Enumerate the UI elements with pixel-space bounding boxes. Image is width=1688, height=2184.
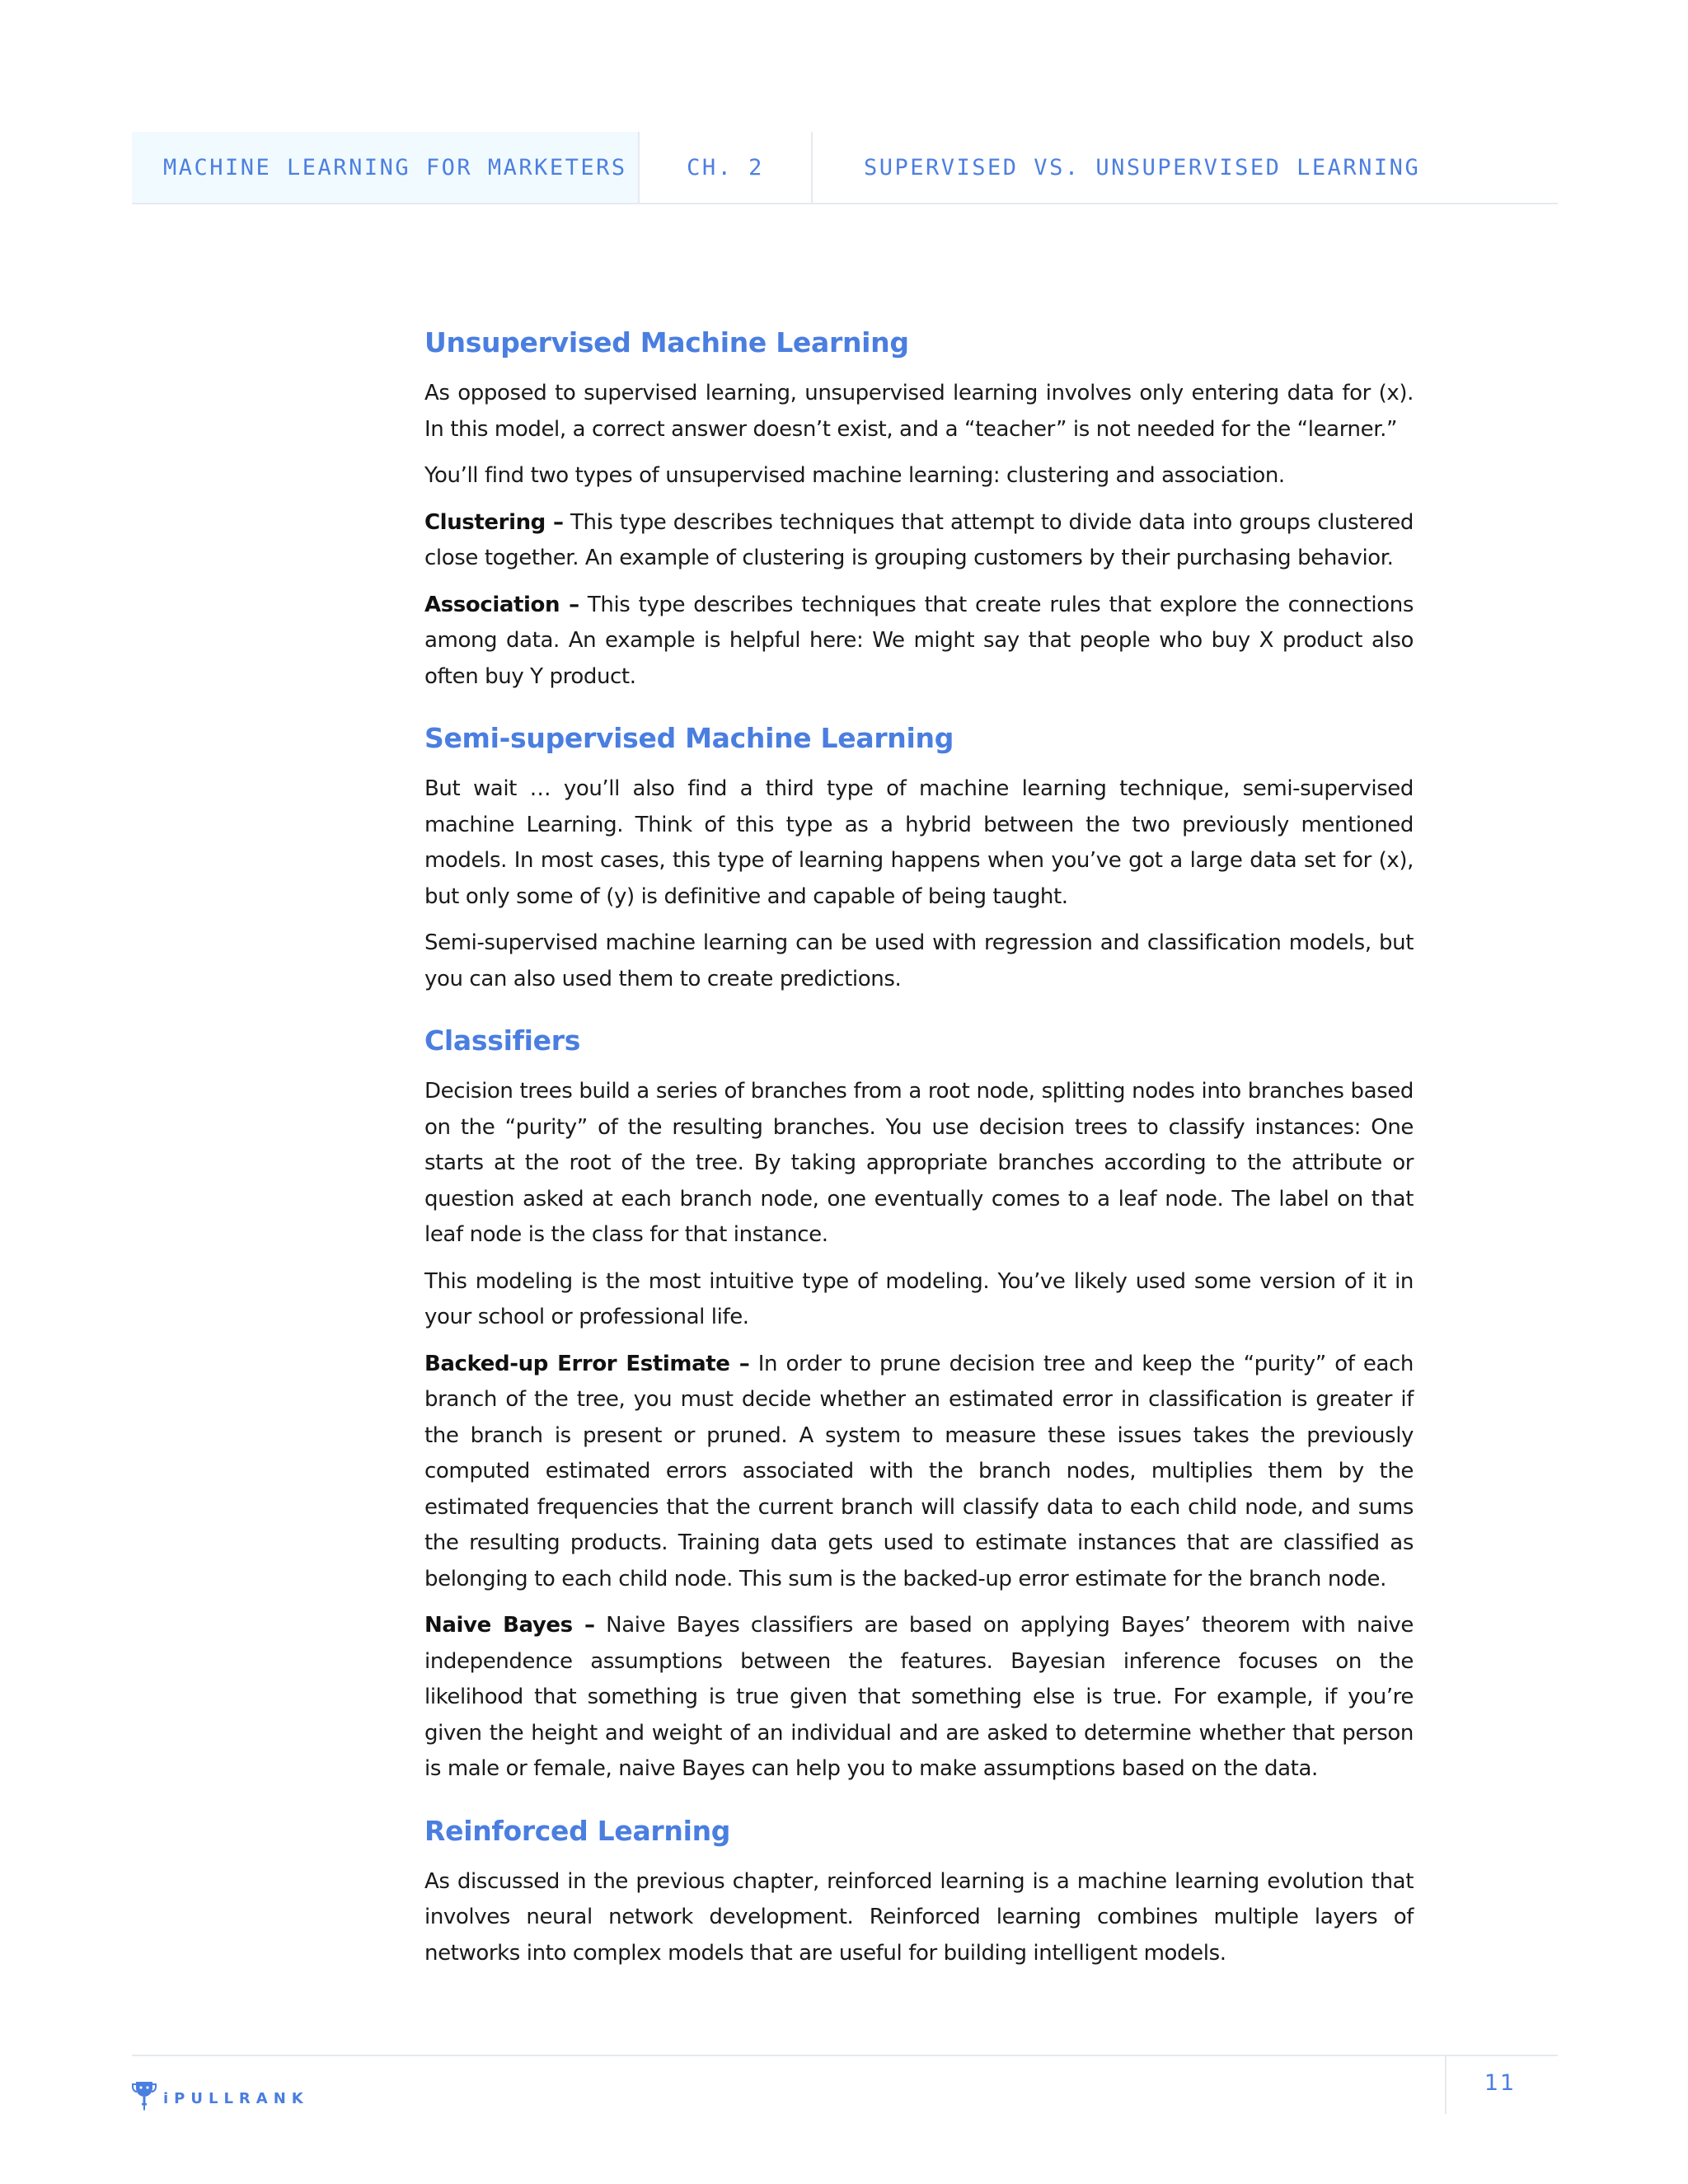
term-naive-bayes: Naive Bayes – [424, 1613, 595, 1638]
page-header [132, 132, 1558, 204]
term-backed-up-error: Backed-up Error Estimate – [424, 1351, 750, 1376]
heading-semi-supervised: Semi-supervised Machine Learning [424, 722, 954, 754]
term-association: Association – [424, 592, 579, 617]
text-backed-up-error: In order to prune decision tree and keep the “purity” of each branch of the tree, you must decide whether an estimated error in classification is greater if the branch is present or pruned. A system to measure these issues takes the previously computed estimated errors associated with the branch nodes, multiplies them by the estimated frequencies that the current branch will classify data to each child node, and sums the resulting products. Training data gets used to estimate instances that are classified as belonging to each child node. This sum is the backed-up error estimate for the branch node. [424, 1351, 1414, 1591]
header-book-title: MACHINE LEARNING FOR MARKETERS [132, 132, 640, 203]
footer-rule [132, 2055, 1558, 2056]
paragraph-reinforced: As discussed in the previous chapter, reinforced learning is a machine learning evolution that involves neural network development. Reinforced learning combines multiple layers of networks into complex models that are useful for building intelligent models. [424, 1868, 1414, 1966]
paragraph-unsupervised-intro: As opposed to supervised learning, unsupervised learning involves only entering data for (x). In this model, a correct answer doesn’t exist, and a “teacher” is not needed for the “learner.” [424, 381, 1414, 442]
text-association: This type describes techniques that create rules that explore the connections among data. An example is helpful here: We might say that people who buy X product also often buy Y product. [424, 592, 1414, 689]
header-section-title: SUPERVISED VS. UNSUPERVISED LEARNING [864, 154, 1421, 180]
term-clustering: Clustering – [424, 509, 564, 535]
footer-divider [1445, 2055, 1447, 2114]
paragraph-semi-supervised-usage: Semi-supervised machine learning can be used with regression and classification models, but you can also used them to create predictions. [424, 930, 1414, 991]
paragraph-intuitive-modeling: This modeling is the most intuitive type of modeling. You’ve likely used some version of it in your school or professional life. [424, 1268, 1414, 1329]
text-naive-bayes: Naive Bayes classifiers are based on applying Bayes’ theorem with naive independence assumptions between the features. Bayesian inference focuses on the likelihood that something is true given that something else is true. For example, if you’re given the height and weight of an individual and are asked to determine whether that person is male or female, naive Bayes can help you to make assumptions based on the data. [424, 1613, 1414, 1781]
page-number: 11 [1484, 2070, 1517, 2096]
text-clustering: This type describes techniques that attempt to divide data into groups clustered close together. An example of clustering is grouping customers by their purchasing behavior. [424, 509, 1414, 570]
page-body [424, 320, 1414, 1982]
trophy-icon [132, 2079, 157, 2111]
paragraph-association [424, 588, 1414, 696]
paragraph-backed-up-error [424, 1347, 1414, 1598]
heading-classifiers: Classifiers [424, 1024, 581, 1057]
paragraph-unsupervised-types: You’ll find two types of unsupervised machine learning: clustering and association. [424, 463, 1285, 488]
heading-unsupervised: Unsupervised Machine Learning [424, 326, 909, 359]
heading-reinforced: Reinforced Learning [424, 1814, 731, 1847]
header-chapter: CH. 2 [640, 132, 813, 203]
ipullrank-logo [132, 2079, 309, 2111]
logo-text: iPULLRANK [163, 2089, 309, 2107]
paragraph-semi-supervised-intro: But wait … you’ll also find a third type of machine learning technique, semi-supervised machine Learning. Think of this type as a hybrid between the two previously mentioned models. In most cases, this type of learning happens when you’ve got a large data set for (x), but only some of (y) is definitive and capable of being taught. [424, 776, 1414, 909]
paragraph-clustering [424, 505, 1414, 577]
paragraph-decision-trees: Decision trees build a series of branches from a root node, splitting nodes into branches based on the “purity” of the resulting branches. You use decision trees to classify instances: One starts at the root of the tree. By taking appropriate branches according to the attribute or question asked at each branch node, one eventually comes to a leaf node. The label on that leaf node is the class for that instance. [424, 1079, 1414, 1247]
paragraph-naive-bayes [424, 1608, 1414, 1788]
